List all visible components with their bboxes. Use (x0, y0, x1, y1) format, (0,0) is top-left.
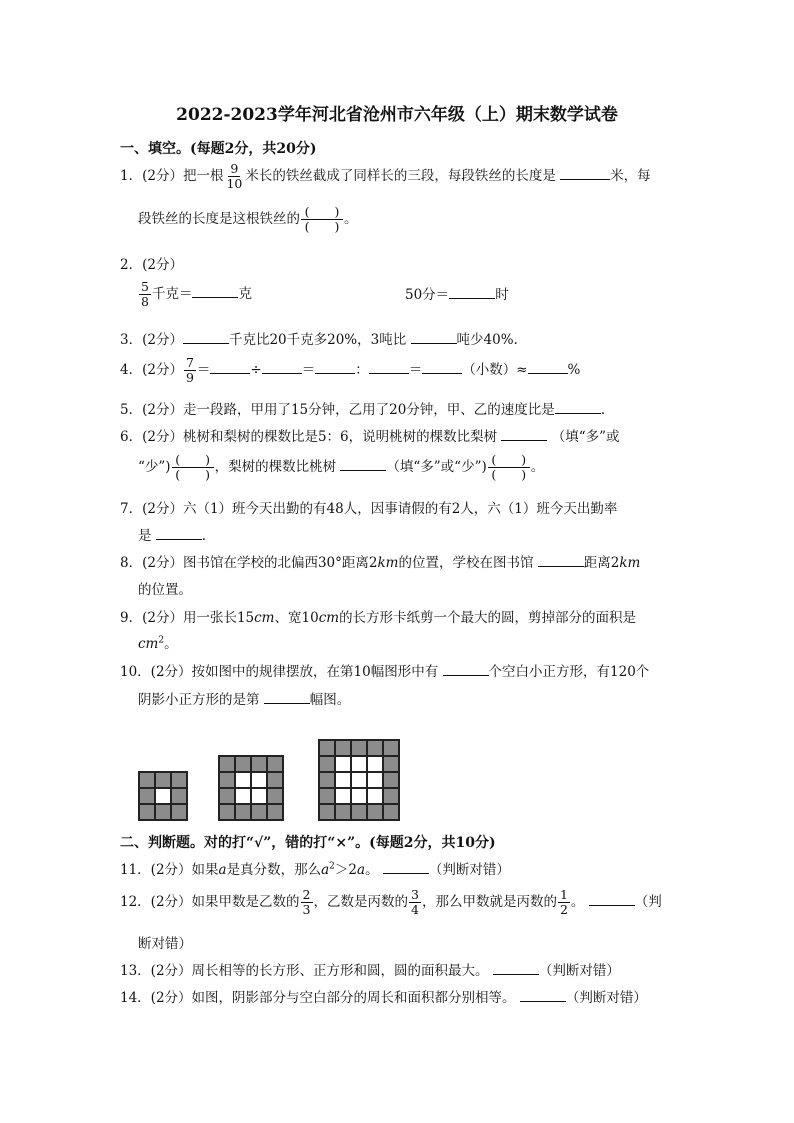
q14-blank[interactable] (520, 989, 566, 1002)
question-5: 5．(2分）走一段路，甲用了15分钟，乙用了20分钟，甲、乙的速度比是 . (120, 402, 606, 418)
shaded-square (235, 804, 251, 820)
shaded-square (335, 740, 351, 756)
q4-blank-5[interactable] (422, 361, 462, 374)
question-8: 8．(2分）图书馆在学校的北偏西30°距离2km的位置，学校在图书馆 距离2km (120, 555, 641, 571)
shaded-square (171, 788, 187, 804)
shaded-square (171, 772, 187, 788)
shaded-square (171, 804, 187, 820)
q11-blank[interactable] (383, 861, 429, 874)
shaded-square (155, 772, 171, 788)
q3-blank-1[interactable] (183, 331, 229, 344)
q2-blank-1[interactable] (192, 285, 238, 298)
q13-blank[interactable] (493, 962, 539, 975)
blank-square (351, 772, 367, 788)
blank-square (155, 788, 171, 804)
question-10-line2: 阴影小正方形的是第 幅图。 (138, 692, 351, 708)
question-8-line2: 的位置。 (138, 582, 192, 598)
question-12: 12．(2分）如果甲数是乙数的 $\frac{2}{3}$ ，乙数是丙数的 $\frac{3}{4}$ ，那么甲数就是丙数的 $\frac{1}{2}$ 。 （判 (120, 887, 662, 917)
q12-blank[interactable] (589, 893, 635, 906)
pattern-figure-3 (318, 739, 400, 821)
q2-blank-2[interactable] (449, 286, 495, 299)
shaded-square (335, 804, 351, 820)
shaded-square (319, 788, 335, 804)
shaded-square (319, 804, 335, 820)
q1-blank-fraction[interactable]: $\frac{( )}{( )}$ (301, 205, 343, 234)
shaded-square (383, 804, 399, 820)
q4-blank-2[interactable] (262, 361, 302, 374)
question-2-part-b: 50分＝ 时 (405, 287, 509, 303)
shaded-square (155, 804, 171, 820)
pattern-figure-2 (218, 755, 284, 821)
shaded-square (219, 788, 235, 804)
q8-blank[interactable] (538, 554, 584, 567)
question-14: 14．(2分）如图，阴影部分与空白部分的周长和面积都分别相等。 （判断对错） (120, 990, 647, 1006)
question-2-part-a: $\frac{5}{8}$ 千克＝ 克 (141, 279, 252, 309)
section-1-heading: 一、填空。(每题2分，共20分) (120, 141, 317, 157)
shaded-square (251, 804, 267, 820)
q1-number: 1．(2分）把一根 (120, 168, 224, 184)
pattern-figure-1 (138, 771, 188, 821)
shaded-square (319, 756, 335, 772)
blank-square (367, 788, 383, 804)
shaded-square (351, 740, 367, 756)
blank-square (367, 772, 383, 788)
shaded-square (267, 788, 283, 804)
shaded-square (267, 756, 283, 772)
q4-blank-3[interactable] (315, 361, 355, 374)
q5-blank[interactable] (555, 401, 601, 414)
question-1: 1．(2分）把一根 $\frac{9}{10}$ 米长的铁丝截成了同样长的三段，每段铁丝的长度是 米，每 (120, 161, 651, 191)
q6-blank-2[interactable] (340, 458, 386, 471)
question-2: 2．(2分） (120, 257, 183, 273)
shaded-square (319, 772, 335, 788)
blank-square (235, 788, 251, 804)
blank-square (335, 772, 351, 788)
q4-blank-6[interactable] (528, 361, 568, 374)
shaded-square (251, 756, 267, 772)
shaded-square (367, 804, 383, 820)
q6-blank-fraction-1[interactable]: $\frac{( )}{( )}$ (172, 453, 214, 482)
blank-square (335, 788, 351, 804)
blank-square (235, 772, 251, 788)
question-6: 6．(2分）桃树和梨树的棵数比是5：6，说明桃树的棵数比梨树 （填“多”或 (120, 429, 620, 445)
shaded-square (235, 756, 251, 772)
shaded-square (267, 804, 283, 820)
shaded-square (219, 756, 235, 772)
question-3: 3．(2分） 千克比20千克多20%，3吨比 吨少40%. (120, 332, 518, 348)
shaded-square (383, 740, 399, 756)
blank-square (335, 756, 351, 772)
q4-blank-1[interactable] (210, 361, 250, 374)
blank-square (367, 756, 383, 772)
question-6-line2: “少”) $\frac{( )}{( )}$ ，梨树的棵数比桃树 （填“多”或“少”) $\frac{( )}{( )}$ 。 (138, 452, 545, 482)
shaded-square (219, 772, 235, 788)
shaded-square (219, 804, 235, 820)
blank-square (351, 788, 367, 804)
q6-blank-fraction-2[interactable]: $\frac{( )}{( )}$ (488, 453, 530, 482)
shaded-square (367, 740, 383, 756)
section-2-heading: 二、判断题。对的打“√”，错的打“×”。(每题2分，共10分) (120, 835, 496, 851)
question-7: 7．(2分）六（1）班今天出勤的有48人，因事请假的有2人，六（1）班今天出勤率 (120, 501, 618, 517)
question-7-line2: 是 . (138, 528, 207, 544)
question-4: 4．(2分） $\frac{7}{9}$ ＝ ÷ ＝ ： ＝ （小数）≈ % (120, 355, 581, 385)
question-9-line2: $cm^2$。 (138, 635, 178, 652)
question-12-line2: 断对错） (138, 936, 192, 952)
shaded-square (319, 740, 335, 756)
shaded-square (383, 788, 399, 804)
shaded-square (139, 804, 155, 820)
q10-blank-2[interactable] (264, 691, 310, 704)
shaded-square (139, 772, 155, 788)
q4-blank-4[interactable] (369, 361, 409, 374)
blank-square (251, 788, 267, 804)
q3-blank-2[interactable] (411, 331, 457, 344)
question-10: 10．(2分）按如图中的规律摆放，在第10幅图形中有 个空白小正方形，有120个 (120, 664, 650, 680)
shaded-square (383, 772, 399, 788)
blank-square (351, 756, 367, 772)
shaded-square (139, 788, 155, 804)
shaded-square (267, 772, 283, 788)
page-title: 2022-2023学年河北省沧州市六年级（上）期末数学试卷 (176, 105, 618, 125)
q1-blank-1[interactable] (560, 167, 610, 180)
shaded-square (383, 756, 399, 772)
q6-blank-1[interactable] (501, 428, 547, 441)
question-11: 11．(2分）如果a是真分数，那么$a^2>2a$。 （判断对错） (120, 861, 510, 878)
q7-blank[interactable] (156, 527, 202, 540)
shaded-square (351, 804, 367, 820)
question-1-line2: 段铁丝的长度是这根铁丝的 $\frac{( )}{( )}$ 。 (138, 204, 358, 234)
q10-blank-1[interactable] (443, 663, 489, 676)
q1-fraction: $\frac{9}{10}$ (226, 161, 243, 191)
question-13: 13．(2分）周长相等的长方形、正方形和圆，圆的面积最大。 （判断对错） (120, 963, 620, 979)
question-9: 9．(2分）用一张长15cm、宽10cm的长方形卡纸剪一个最大的圆，剪掉部分的面积是 (120, 610, 637, 626)
blank-square (251, 772, 267, 788)
